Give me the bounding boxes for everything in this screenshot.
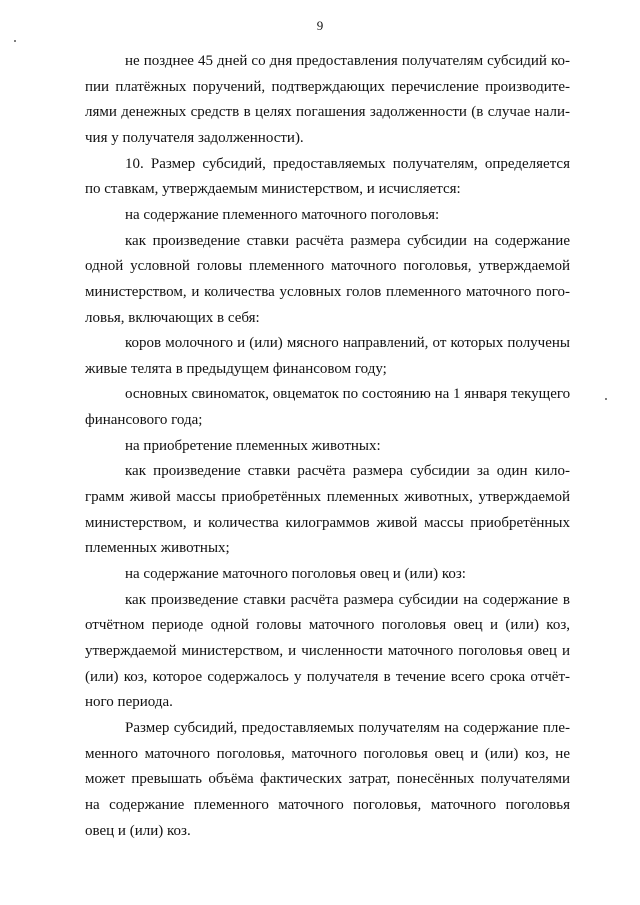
text-line: финансового года; (85, 412, 203, 429)
text-line: (или) коз, которое содержалось у получателя в течение всего срока отчёт- (85, 668, 570, 685)
text-line: на приобретение племенных животных: (125, 437, 381, 454)
text-line: овец и (или) коз. (85, 822, 191, 839)
scan-speck (14, 40, 16, 42)
text-line: основных свиноматок, овцематок по состоянию на 1 января текущего (125, 386, 571, 403)
text-line: как произведение ставки расчёта размера субсидии за один кило- (125, 463, 570, 480)
scan-speck (605, 398, 607, 400)
text-line: коров молочного и (или) мясного направлений, от которых получены (125, 335, 570, 352)
text-line: пии платёжных поручений, подтверждающих перечисление производите- (85, 78, 570, 95)
text-line: по ставкам, утверждаемым министерством, и исчисляется: (85, 181, 461, 198)
page-number: 9 (316, 18, 324, 33)
text-line: как произведение ставки расчёта размера субсидии на содержание (125, 232, 570, 249)
text-line: может превышать объёма фактических затрат, понесённых получателями (85, 771, 570, 788)
text-line: не позднее 45 дней со дня предоставления получателям субсидий ко- (125, 53, 570, 69)
text-line: Размер субсидий, предоставляемых получателям на содержание пле- (125, 719, 570, 736)
text-line: живые телята в предыдущем финансовом году; (85, 360, 387, 377)
text-line: на содержание племенного маточного поголовья: (125, 206, 440, 223)
text-line: 10. Размер субсидий, предоставляемых получателям, определяется (125, 155, 570, 172)
text-line: утверждаемой министерством, и численности маточного поголовья овец и (85, 642, 570, 659)
text-line: министерством, и количества условных голов племенного маточного пого- (85, 283, 570, 300)
text-line: отчётном периоде одной головы маточного поголовья овец и (или) коз, (85, 617, 570, 634)
text-line: одной условной головы племенного маточного поголовья, утверждаемой (85, 258, 570, 275)
text-line: на содержание маточного поголовья овец и (или) коз: (125, 566, 466, 582)
text-line: племенных животных; (85, 540, 230, 557)
text-line: лями денежных средств в целях погашения задолженности (в случае нали- (85, 104, 570, 121)
text-line: ного периода. (85, 694, 173, 711)
text-line: как произведение ставки расчёта размера субсидии на содержание в (125, 591, 570, 608)
text-line: министерством, и количества килограммов живой массы приобретённых (85, 514, 570, 531)
text-line: на содержание племенного маточного поголовья, маточного поголовья (85, 796, 570, 813)
text-line: менного маточного поголовья, маточного поголовья овец и (или) коз, не (85, 745, 570, 762)
text-line: чия у получателя задолженности). (85, 129, 304, 146)
text-line: ловья, включающих в себя: (85, 309, 260, 326)
text-line: грамм живой массы приобретённых племенных животных, утверждаемой (85, 489, 570, 505)
